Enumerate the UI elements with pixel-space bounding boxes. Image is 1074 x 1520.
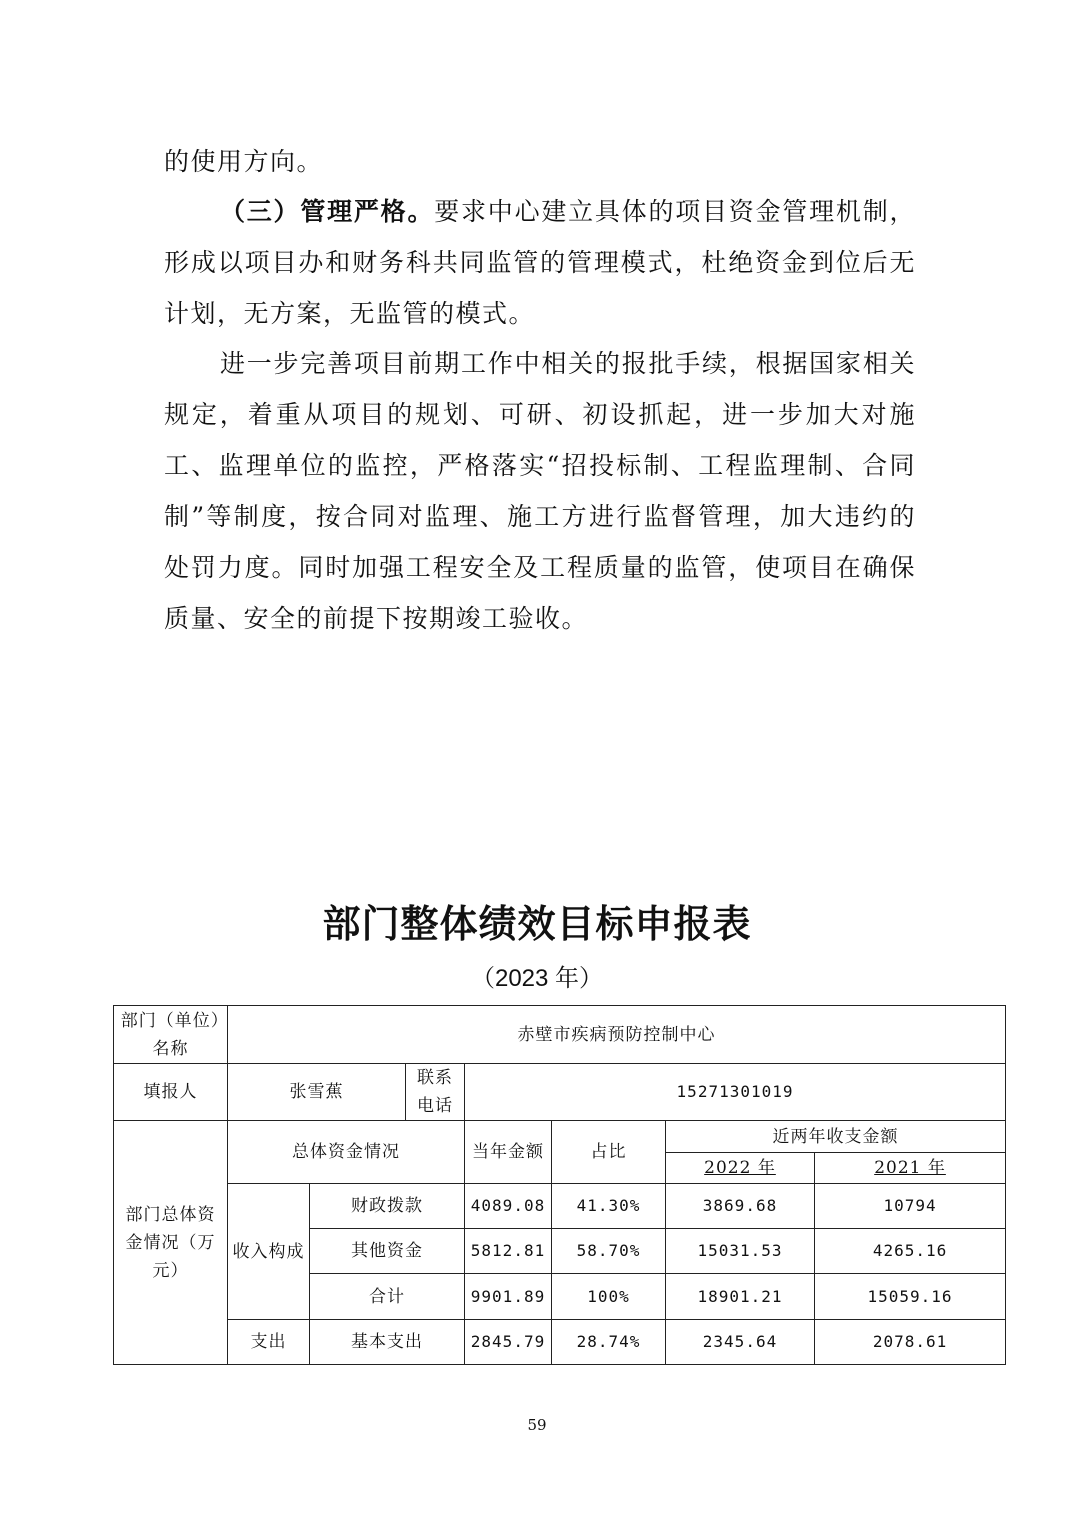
ratio-header: 占比 — [552, 1121, 666, 1184]
year-2022-cell: 15031.53 — [666, 1229, 815, 1274]
paragraph-usage-direction: 的使用方向。 — [164, 147, 324, 176]
paragraph-project-procedures: 进一步完善项目前期工作中相关的报批手续，根据国家相关规定，着重从项目的规划、可研、初设抓起，进一步加大对施工、监理单位的监控，严格落实“招投标制、工程监理制、合同制”等制度，按合同对监理、施工方进行监督管理，加大违约的处罚力度。同时加强工程安全及工程质量的监管，使项目在确保质量、安全的前提下按期竣工验收。 — [164, 349, 916, 633]
recent-years-header: 近两年收支金额 — [666, 1121, 1006, 1153]
ratio-cell: 41.30% — [552, 1184, 666, 1229]
row-label: 其他资金 — [310, 1229, 465, 1274]
row-label: 财政拨款 — [310, 1184, 465, 1229]
form-year: （2023 年） — [470, 965, 604, 992]
current-amount-cell: 5812.81 — [465, 1229, 552, 1274]
year-2021-cell: 10794 — [815, 1184, 1006, 1229]
ratio-cell: 58.70% — [552, 1229, 666, 1274]
year-2021-cell: 2078.61 — [815, 1320, 1006, 1365]
year-2022-header: 2022 年 — [666, 1153, 815, 1184]
paragraph-strict-management-text: 要求中心建立具体的项目资金管理机制，形成以项目办和财务科共同监管的管理模式，杜绝资金到位后无计划，无方案，无监管的模式。 — [164, 197, 916, 328]
expense-group-label: 支出 — [228, 1320, 310, 1365]
overall-funds-header: 总体资金情况 — [228, 1121, 465, 1184]
funds-section-label: 部门总体资金情况（万元） — [114, 1121, 228, 1365]
dept-name-label: 部门（单位）名称 — [114, 1006, 228, 1064]
filler-value: 张雪蕉 — [228, 1064, 406, 1121]
row-label: 合计 — [310, 1274, 465, 1320]
year-2021-cell: 4265.16 — [815, 1229, 1006, 1274]
current-amount-cell: 9901.89 — [465, 1274, 552, 1320]
row-label: 基本支出 — [310, 1320, 465, 1365]
phone-value: 15271301019 — [465, 1064, 1006, 1121]
paragraph-strict-management — [164, 186, 916, 339]
section-heading-strict-management: （三）管理严格。 — [220, 197, 435, 226]
income-group-label: 收入构成 — [228, 1184, 310, 1320]
form-title: 部门整体绩效目标申报表 — [322, 901, 752, 946]
year-2021-cell: 15059.16 — [815, 1274, 1006, 1320]
year-2022-cell: 18901.21 — [666, 1274, 815, 1320]
dept-name-value: 赤壁市疾病预防控制中心 — [228, 1006, 1006, 1064]
year-2022-cell: 3869.68 — [666, 1184, 815, 1229]
year-2022-cell: 2345.64 — [666, 1320, 815, 1365]
current-amount-header: 当年金额 — [465, 1121, 552, 1184]
ratio-cell: 100% — [552, 1274, 666, 1320]
phone-label: 联系电话 — [406, 1064, 465, 1121]
year-2021-header: 2021 年 — [815, 1153, 1006, 1184]
filler-label: 填报人 — [114, 1064, 228, 1121]
current-amount-cell: 4089.08 — [465, 1184, 552, 1229]
ratio-cell: 28.74% — [552, 1320, 666, 1365]
page-number: 59 — [527, 1416, 547, 1434]
performance-target-table — [113, 1005, 1006, 1365]
current-amount-cell: 2845.79 — [465, 1320, 552, 1365]
